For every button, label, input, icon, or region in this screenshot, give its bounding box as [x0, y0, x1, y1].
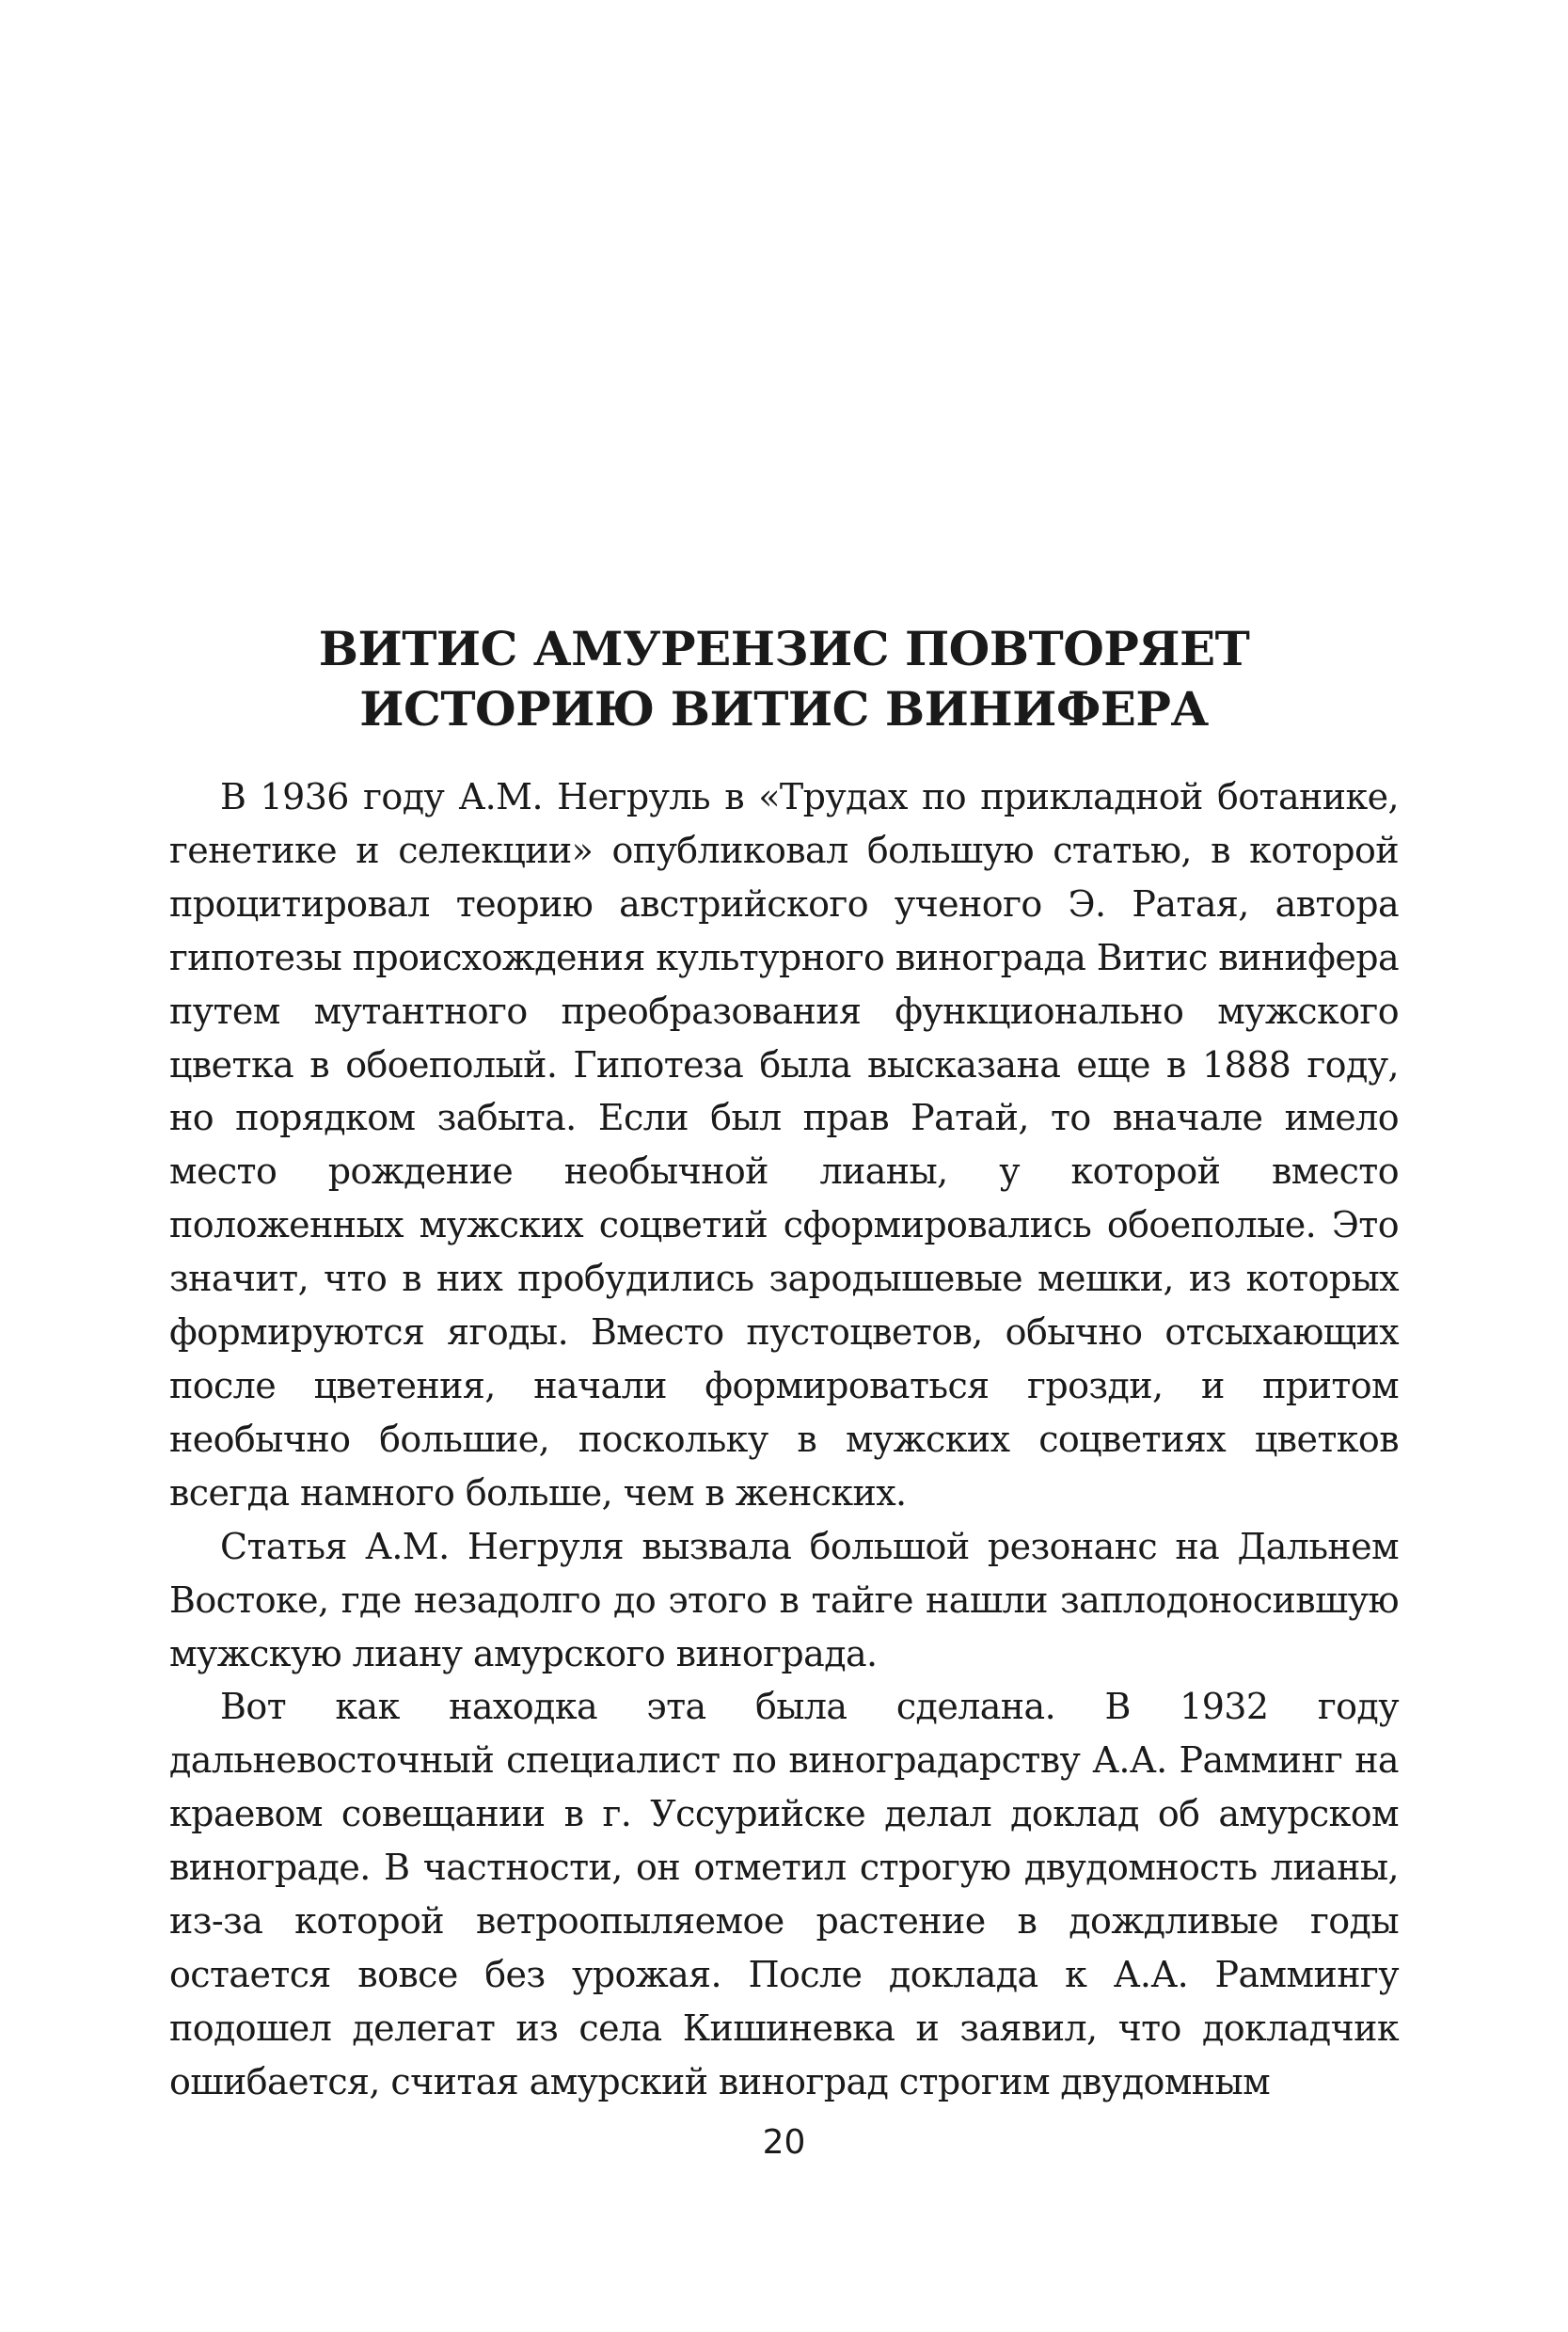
body-text [169, 770, 1399, 2109]
paragraph-2: Статья А.М. Негруля вызвала большой резонанс на Дальнем Востоке, где незадолго до этого в тайге нашли заплодоносившую мужскую лиану амурского винограда. [169, 1525, 1399, 1674]
chapter-title-line-2: ИСТОРИЮ ВИТИС ВИНИФЕРА [359, 681, 1209, 737]
paragraph-3: Вот как находка эта была сделана. В 1932 году дальневосточный специалист по виноградарству А.А. Рамминг на краевом совещании в г. Уссурийске делал доклад об амурском винограде. В частности, он отметил строгую двудомность лианы, из-за которой ветроопыляемое растение в дождливые годы остается вовсе без урожая. После доклада к А.А. Раммингу подошел делегат из села Кишиневка и заявил, что докладчик ошибается, считая амурский виноград строгим двудомным [169, 1686, 1399, 2102]
chapter-title-line-1: ВИТИС АМУРЕНЗИС ПОВТОРЯЕТ [318, 621, 1250, 676]
page-number: 20 [762, 2123, 806, 2162]
chapter-title [169, 619, 1399, 739]
paragraph-1: В 1936 году А.М. Негруль в «Трудах по прикладной ботанике, генетике и селекции» опубликовал большую статью, в которой процитировал теорию австрийского ученого Э. Ратая, автора гипотезы происхождения культурного винограда Витис винифера путем мутантного преобразования функционально мужского цветка в обоеполый. Гипотеза была высказана еще в 1888 году, но порядком забыта. Если был прав Ратай, то вначале имело место рождение необычной лианы, у которой вместо положенных мужских соцветий сформировались обоеполые. Это значит, что в них пробудились зародышевые мешки, из которых формируются ягоды. Вместо пустоцветов, обычно отсыхающих после цветения, начали формироваться грозди, и притом необычно большие, поскольку в мужских соцветиях цветков всегда намного больше, чем в женских. [169, 776, 1399, 1514]
